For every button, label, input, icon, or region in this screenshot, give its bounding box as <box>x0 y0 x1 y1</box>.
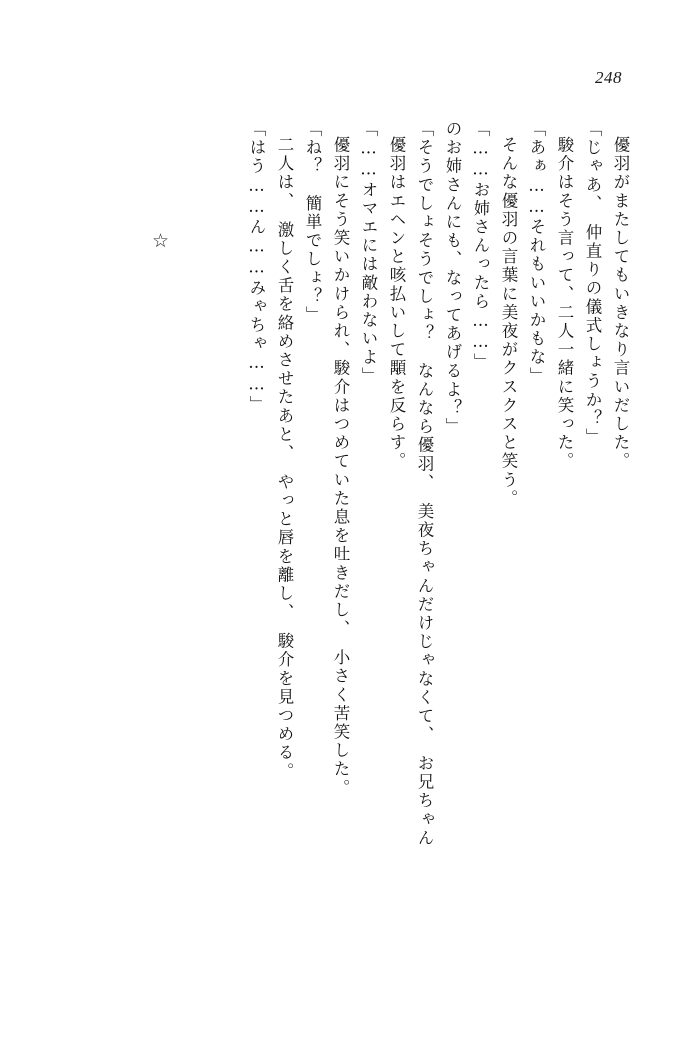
text-column: 「ね？ 簡単でしょ？」 <box>303 120 322 325</box>
text-column: 「はう……ん……みゃちゃ……」 <box>247 120 266 414</box>
text-column: そんな優羽の言葉に美夜がクスクスと笑う。 <box>499 136 518 508</box>
text-column: 優羽がまたしてもいきなり言いだした。 <box>611 136 630 471</box>
text-column: 「あぁ……それもいいかもな」 <box>527 120 546 386</box>
page-number: 248 <box>595 68 622 87</box>
text-column: 駿介はそう言って、二人一緒に笑った。 <box>555 136 574 471</box>
text-column: 「……オマエには敵わないよ」 <box>359 120 378 386</box>
text-column: 二人は、 激しく舌を絡めさせたあと、 やっと唇を離し、 駿介を見つめる。 <box>275 136 294 781</box>
text-column: 優羽はエヘンと咳払いして顒を反らす。 <box>387 136 406 471</box>
text-column: 優羽にそう笑いかけられ、駿介はつめていた息を吐きだし、 小さく苦笑した。 <box>331 136 350 798</box>
text-column: 「じゃあ、 仲直りの儀式しょうか？」 <box>583 120 602 447</box>
text-column: のお姉さんにも、なってあげるよ？」 <box>443 120 462 437</box>
text-column: 「……お姉さんったら……」 <box>471 120 490 372</box>
star-ornament-icon: ☆ <box>152 231 170 252</box>
vertical-text-block <box>236 120 628 920</box>
text-column: 「そうでしょそうでしょ？ なんなら優羽、 美夜ちゃんだけじゃなくて、 お兄ちゃん <box>415 120 434 848</box>
